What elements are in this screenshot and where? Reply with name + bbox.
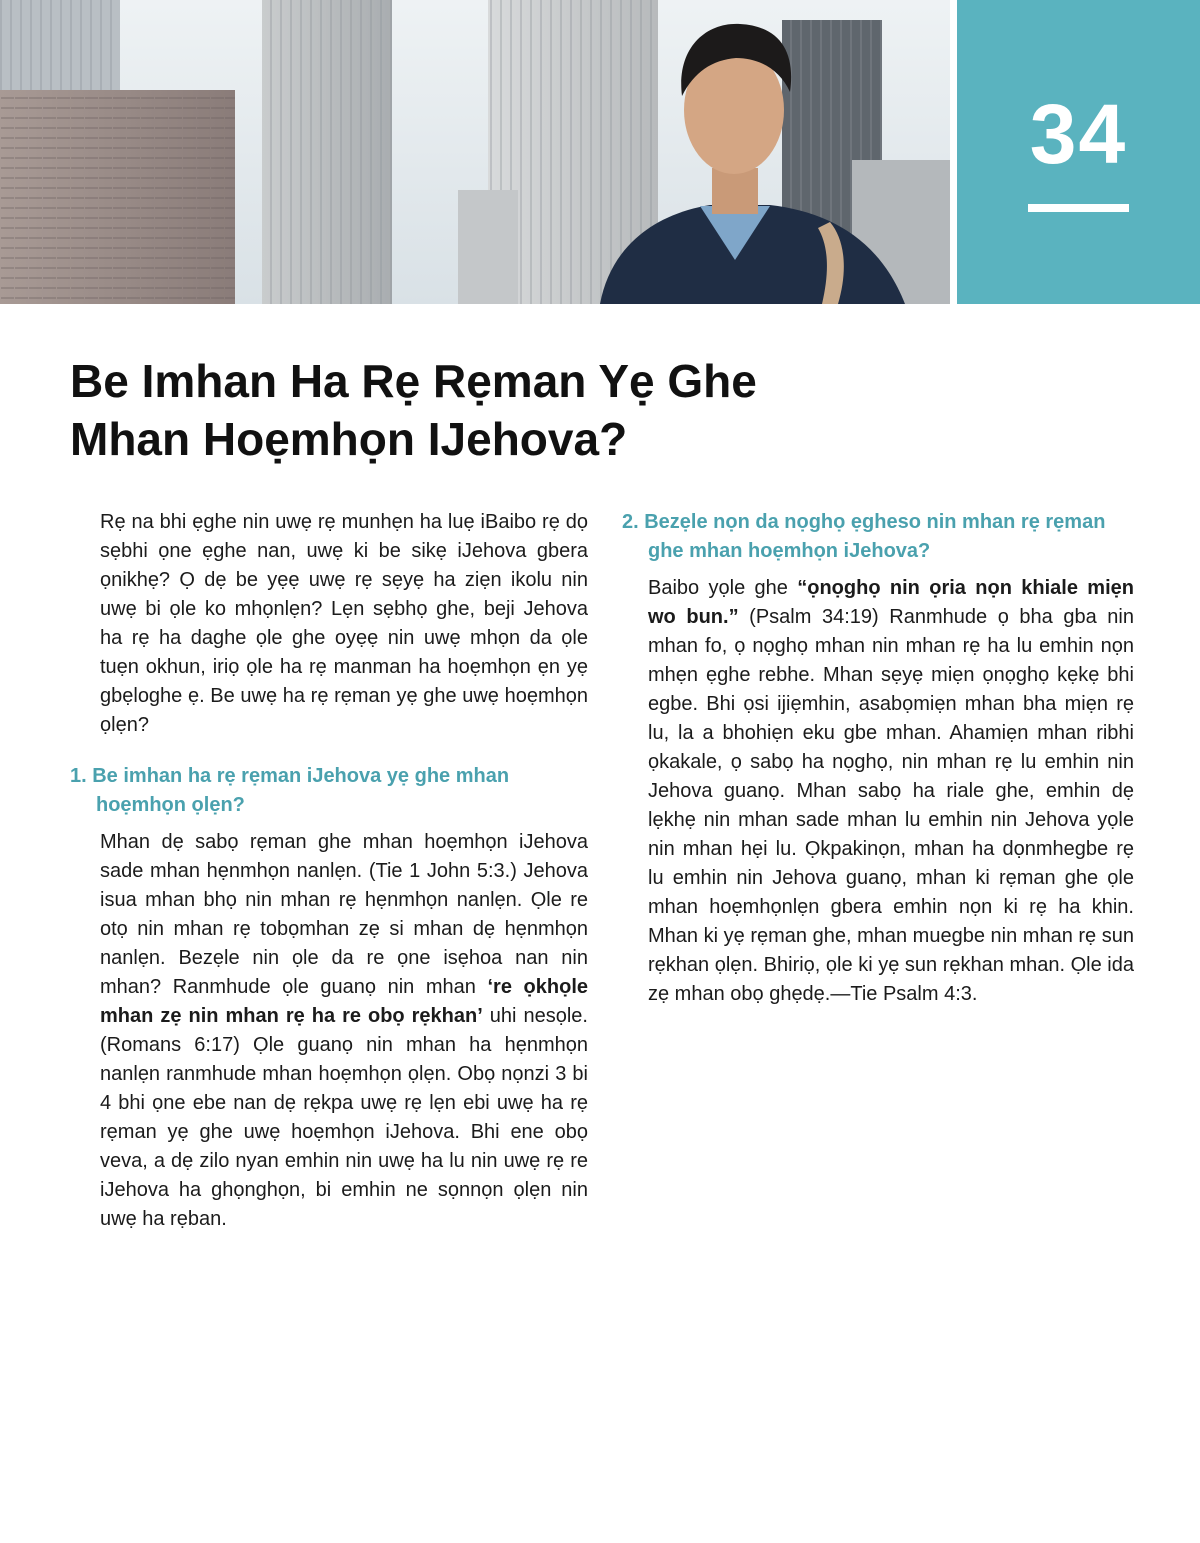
- answer-2-text-a: Baibo yọle ghe: [648, 577, 798, 599]
- city-man-photo: [0, 0, 950, 304]
- answer-1-text-a: Mhan dẹ sabọ rẹman ghe mhan hoẹmhọn iJehova sade mhan hẹnmhọn nanlẹn. (Tie 1 John 5:3.) Jehova isua mhan bhọ nin mhan rẹ hẹnmhọn nanlẹn. Ọle re otọ nin mhan rẹ tobọmhan zẹ si mhan dẹ hẹnmhọn nanlẹn. Bezẹle nin ọle da re ọne isẹhoa nan nin mhan? Ranmhude ọle guanọ nin mhan: [100, 831, 588, 998]
- header-banner: [0, 0, 1200, 304]
- lesson-number-underline: [1028, 204, 1129, 212]
- left-column: [70, 508, 588, 1234]
- answer-2-quote: “ọnọghọ nin ọria nọn khiale miẹn wo bun.”: [648, 577, 1134, 628]
- question-2-answer: [622, 574, 1134, 1009]
- question-1-heading: 1. Be imhan ha rẹ rẹman iJehova yẹ ghe mhan hoẹmhọn ọlẹn?: [70, 765, 510, 816]
- lesson-number-box: [957, 0, 1200, 304]
- intro-paragraph: Rẹ na bhi ẹghe nin uwẹ rẹ munhẹn ha luẹ iBaibo rẹ dọ sẹbhi ọne ẹghe nan, uwẹ ki be sikẹ iJehova gbera ọnikhẹ? Ọ dẹ be yẹẹ uwẹ rẹ sẹyẹ ha ziẹn ikolu nin uwẹ bi ọle ko mhọnlẹn? Lẹn sẹbhọ ghe, beji Jehova ha rẹ ha daghe ọle ghe oyẹẹ nin uwẹ mhọn da ọle tuẹn okhun, iriọ ọle ha rẹ manman ha hoẹmhọn ẹn yẹ gbẹloghe ẹ. Be uwẹ ha rẹ rẹman yẹ ghe uwẹ hoẹmhọn ọlẹn?: [100, 511, 588, 736]
- answer-1-quote: ‘re ọkhọle mhan zẹ nin mhan rẹ ha re obọ rẹkhan’: [100, 976, 588, 1027]
- question-2-heading: 2. Bezẹle nọn da nọghọ ẹgheso nin mhan rẹ rẹman ghe mhan hoẹmhọn iJehova?: [622, 511, 1106, 562]
- question-1-answer: [100, 828, 588, 1234]
- right-column: [622, 508, 1134, 1009]
- page-title: Be Imhan Ha Rẹ Rẹman Yẹ Ghe Mhan Hoẹmhọn IJehova?: [70, 355, 757, 465]
- answer-2-text-b: (Psalm 34:19) Ranmhude ọ bha gba nin mhan fo, ọ nọghọ mhan nin mhan rẹ ha lu emhin nọn mhẹn ẹghe rebhe. Mhan sẹyẹ miẹn ọnọghọ kẹkẹ bhi egbe. Bhi ọsi ijiẹmhin, asabọmiẹn mhan bha miẹn rẹ lu, la a bhohiẹn eku gbe mhan. Ahamiẹn mhan ribhi ọkakale, ọ sabọ ha nọghọ, nin mhan rẹ lu emhin nin Jehova guanọ. Mhan sabọ ha riale ghe, emhin dẹ lẹkhẹ nin mhan sade mhan lu emhin nin Jehova yọle nin mhan hẹi lu. Ọkpakinọn, mhan ha dọnmhegbe rẹ lu emhin nin Jehova guanọ, mhan ki rẹman ghe ọle mhan hoẹmhọnlẹn gbera emhin nọn ki rẹ ha khin. Mhan ki yẹ rẹman ghe, mhan muegbe nin mhan rẹ sun rẹkhan ọlẹn. Bhiriọ, ọle ki yẹ sun rẹkhan mhan. Ọle ida zẹ mhan obọ ghẹdẹ.—Tie Psalm 4:3.: [648, 606, 1134, 1005]
- cover-photo: [0, 0, 950, 304]
- lesson-number: 34: [1029, 87, 1128, 181]
- answer-1-text-b: uhi nesọle. (Romans 6:17) Ọle guanọ nin mhan ha hẹnmhọn nanlẹn ranmhude mhan hoẹmhọn ọlẹn. Obọ nọnzi 3 bi 4 bhi ọne ebe nan dẹ rẹkpa uwẹ rẹ lẹn ebi uwẹ ha rẹ rẹman yẹ ghe uwẹ hoẹmhọn iJehova. Bhi ene obọ veva, a dẹ zilo nyan emhin nin uwẹ ha lu nin uwẹ rẹ re iJehova ha ghọnghọn, bi emhin ne sọnnọn ọlẹn nin uwẹ ha rẹban.: [100, 1005, 588, 1230]
